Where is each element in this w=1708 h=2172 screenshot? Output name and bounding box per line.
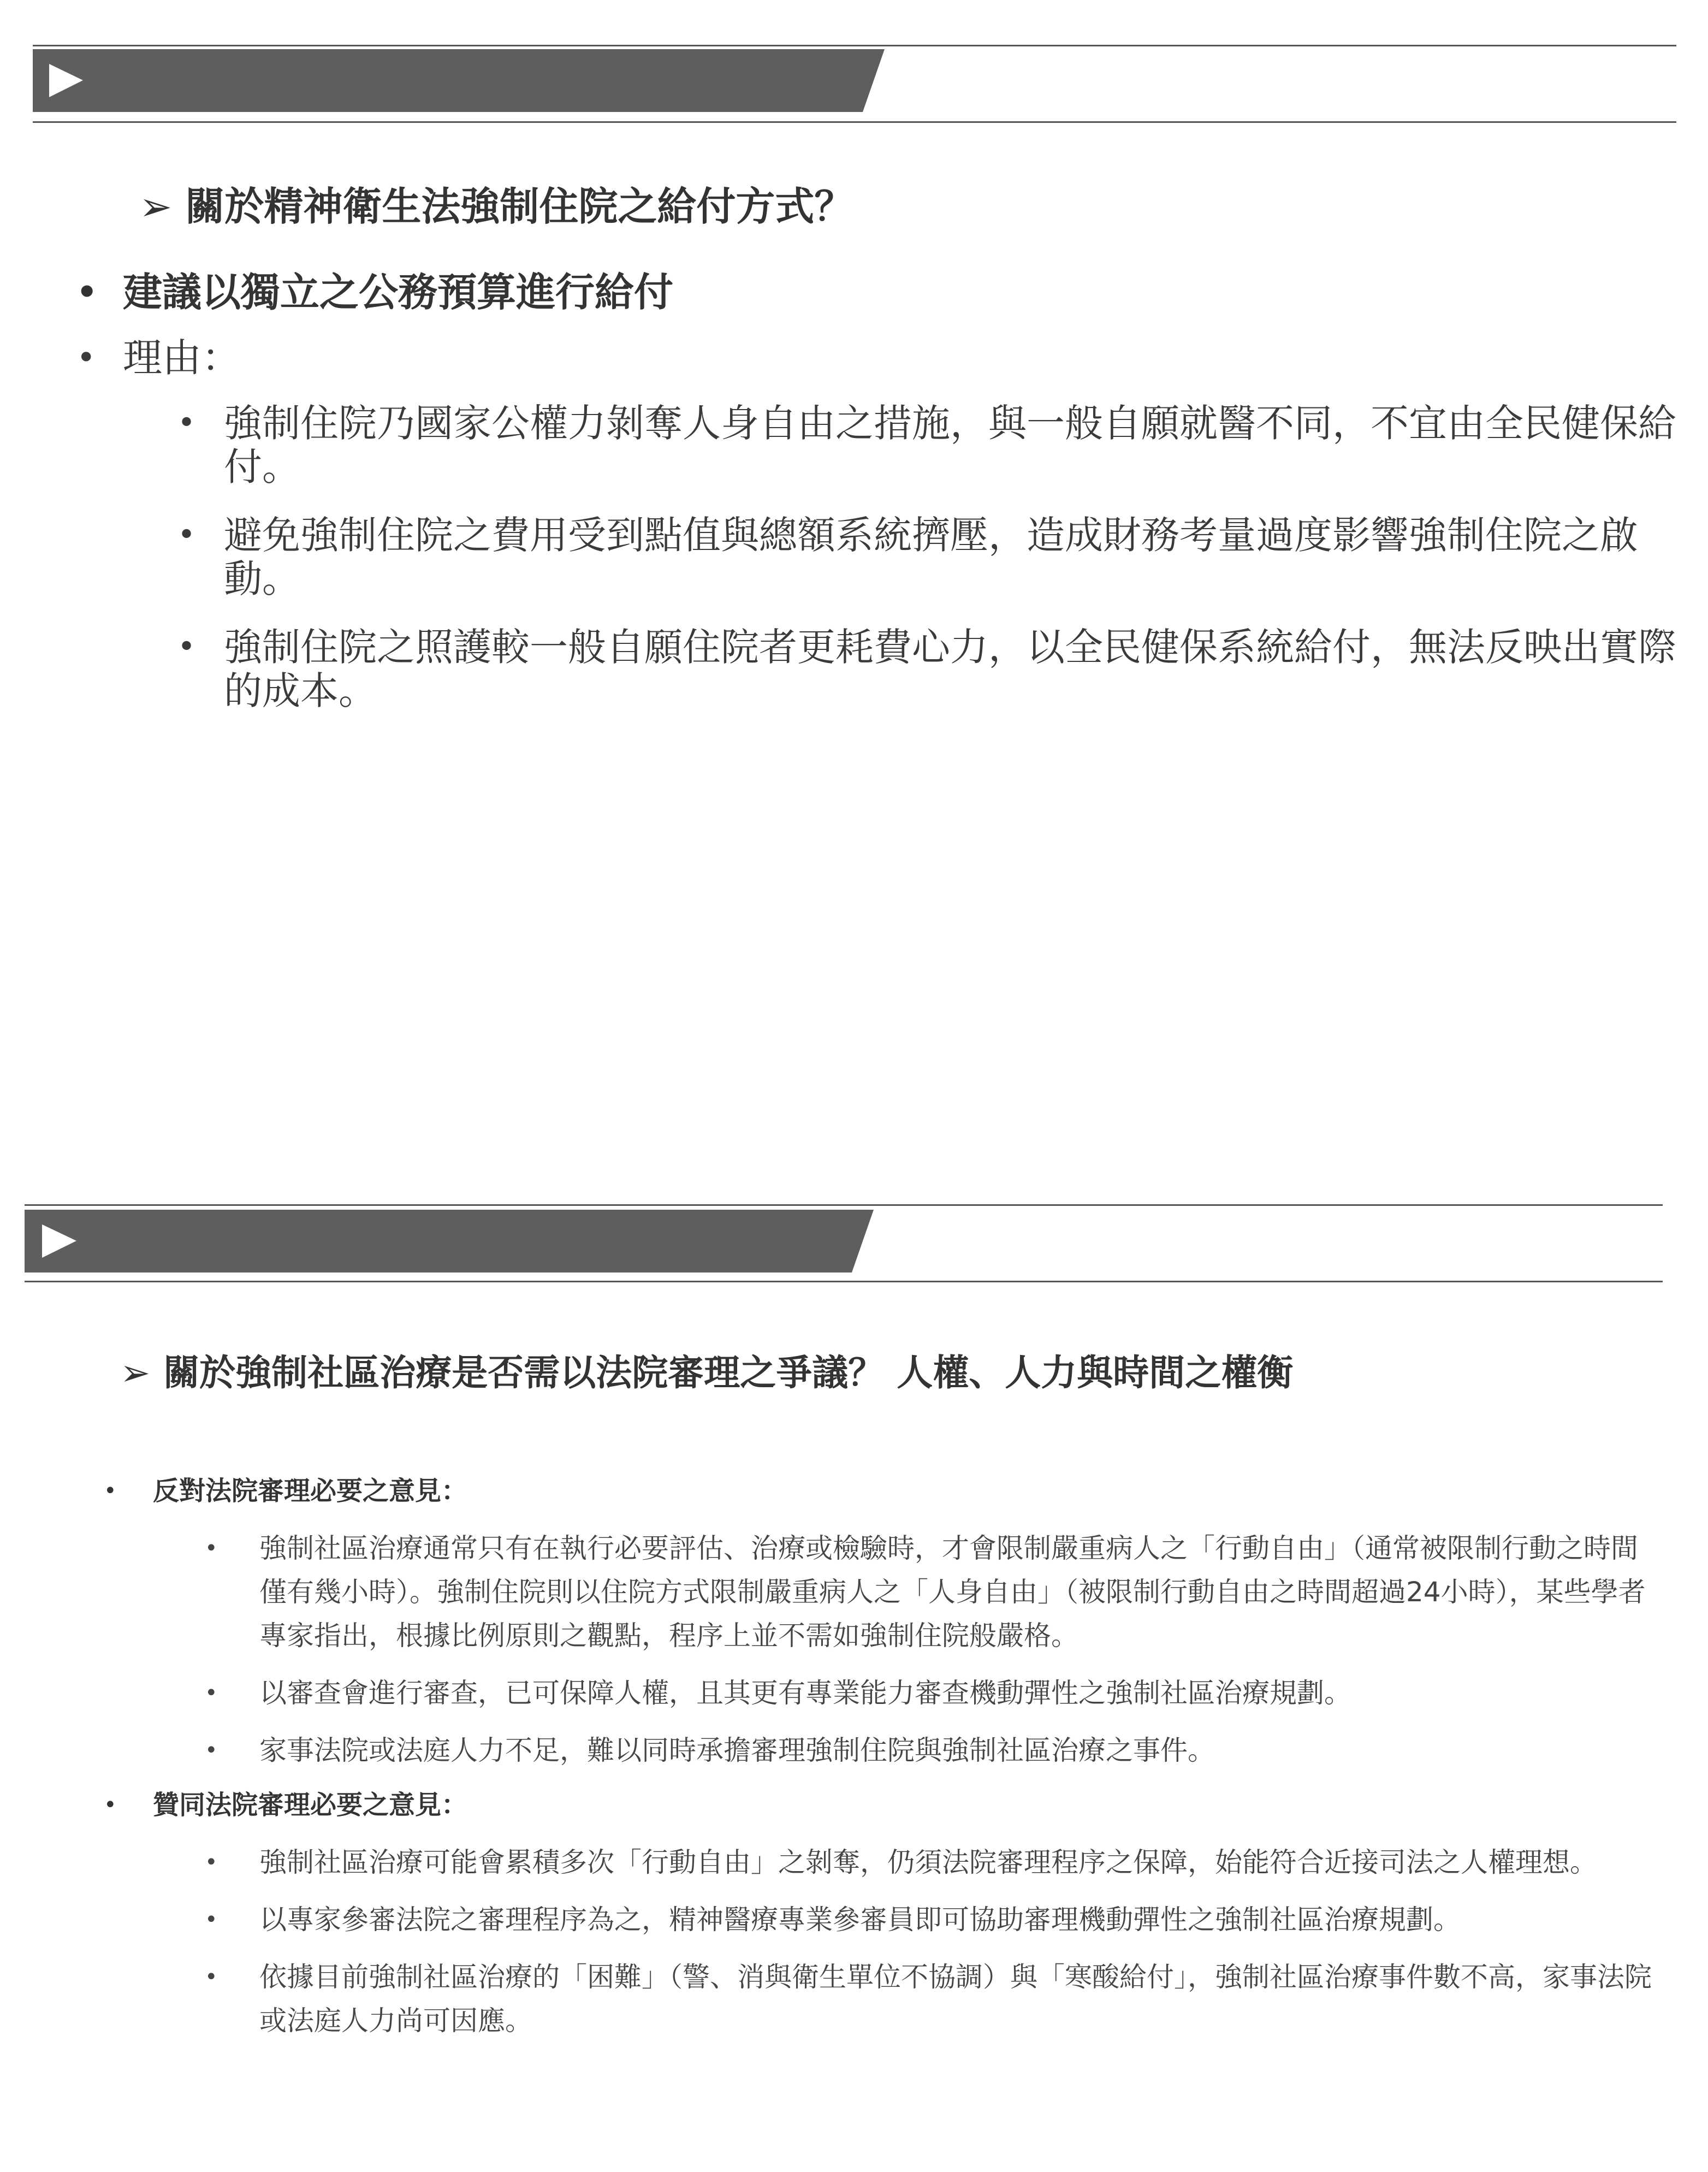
reason-item [177, 401, 1698, 489]
point-item [205, 1840, 1657, 1884]
bullet-icon: • [205, 1680, 218, 1706]
bullet-icon: • [177, 629, 196, 665]
heading-text: 關於強制社區治療是否需以法院審理之爭議？ 人權、人力與時間之權衡 [163, 1352, 1294, 1394]
slide-2 [0, 1169, 1708, 2172]
point-text: 依據目前強制社區治療的「困難」（警、消與衛生單位不協調）與「寒酸給付」，強制社區治療事件數不高，家事法院或法庭人力尚可因應。 [259, 1961, 1652, 2037]
main-list [104, 1472, 1665, 2056]
reason-list [123, 401, 1676, 713]
main-list [76, 265, 1676, 737]
section-heading [120, 1344, 1293, 1395]
section-heading [139, 175, 853, 232]
point-text: 以專家參審法院之審理程序為之，精神醫療專業參審員即可協助審理機動彈性之強制社區治療規劃。 [259, 1904, 1461, 1936]
reason-text: 強制住院乃國家公權力剝奪人身自由之措施，與一般自願就醫不同，不宜由全民健保給付。 [224, 401, 1676, 489]
point-text: 以審查會進行審查，已可保障人權，且其更有專業能力審查機動彈性之強制社區治療規劃。 [259, 1677, 1351, 1709]
opinion-group-support [104, 1786, 1665, 2043]
bullet-icon: • [205, 1850, 218, 1875]
list-item [76, 330, 1676, 713]
bullet-icon: • [76, 339, 96, 377]
point-text: 強制社區治療通常只有在執行必要評估、治療或檢驗時，才會限制嚴重病人之「行動自由」（通常被限制行動之時間僅有幾小時）。強制住院則以住院方式限制嚴重病人之「人身自由」（被限制行動自由之時間超過24小時），某些學者專家指出，根據比例原則之觀點，程序上並不需如強制住院般嚴格。 [259, 1532, 1646, 1652]
title-banner [25, 1210, 874, 1273]
point-item [205, 1898, 1657, 1942]
bullet-icon: • [104, 1478, 117, 1504]
group-label: 反對法院審理必要之意見： [153, 1476, 468, 1506]
point-text: 家事法院或法庭人力不足，難以同時承擔審理強制住院與強制社區治療之事件。 [259, 1735, 1215, 1766]
arrow-bullet-icon: ➢ [139, 184, 173, 229]
item-text: 建議以獨立之公務預算進行給付 [123, 269, 674, 315]
bullet-icon: • [177, 405, 196, 441]
reason-text: 避免強制住院之費用受到點值與總額系統擠壓，造成財務考量過度影響強制住院之啟動。 [224, 513, 1638, 601]
arrow-bullet-icon: ➢ [120, 1352, 151, 1394]
title-banner [33, 49, 885, 112]
oppose-points [153, 1526, 1665, 1772]
support-points [153, 1840, 1665, 2043]
bottom-rule [33, 121, 1676, 123]
point-item [205, 1729, 1657, 1772]
point-item [205, 1526, 1657, 1658]
top-rule [25, 1204, 1663, 1206]
opinion-group-oppose [104, 1472, 1665, 1772]
bullet-icon: • [76, 273, 98, 311]
banner-shape [25, 1210, 874, 1273]
reason-item [177, 513, 1698, 601]
list-item [76, 265, 1638, 319]
point-item [205, 1955, 1657, 2043]
point-text: 強制社區治療可能會累積多次「行動自由」之剝奪，仍須法院審理程序之保障，始能符合近接司法之人權理想。 [259, 1847, 1597, 1878]
item-text: 理由： [123, 335, 241, 381]
bullet-icon: • [205, 1536, 218, 1561]
top-rule [33, 45, 1676, 46]
bullet-icon: • [205, 1907, 218, 1932]
bullet-icon: • [205, 1964, 218, 1990]
reason-item [177, 625, 1698, 713]
banner-shape [33, 49, 885, 112]
point-item [205, 1671, 1657, 1715]
bullet-icon: • [104, 1792, 117, 1818]
heading-text: 關於精神衛生法強制住院之給付方式？ [185, 184, 854, 229]
bottom-rule [25, 1281, 1663, 1282]
reason-text: 強制住院之照護較一般自願住院者更耗費心力，以全民健保系統給付，無法反映出實際的成本。 [224, 625, 1676, 713]
bullet-icon: • [205, 1738, 218, 1763]
bullet-icon: • [177, 517, 196, 553]
group-label: 贊同法院審理必要之意見： [153, 1790, 468, 1820]
